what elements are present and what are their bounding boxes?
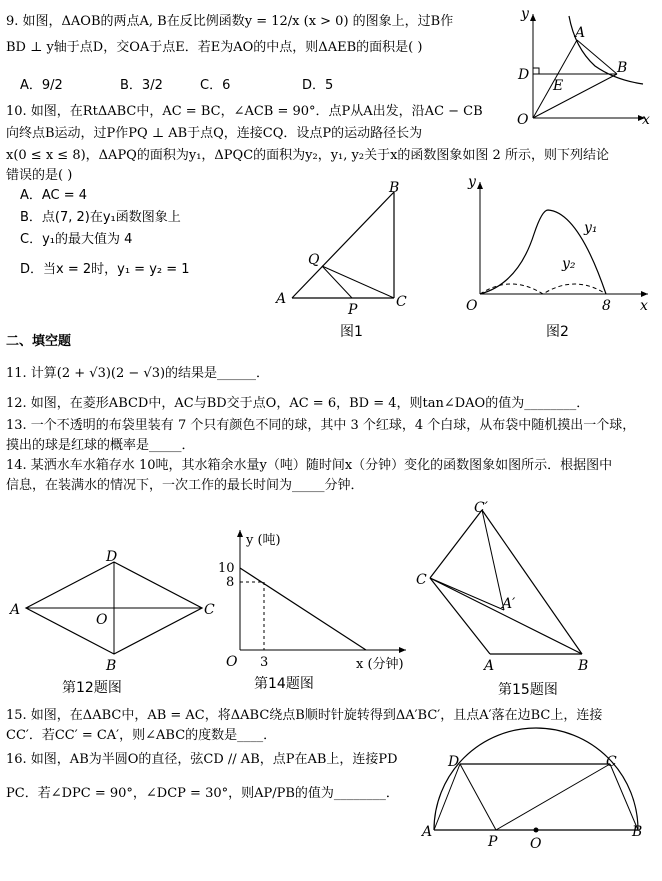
fig15-c-label: C (416, 572, 427, 588)
fig16-d-label: D (448, 754, 460, 770)
q9-fig-b-label: B (617, 60, 628, 76)
q10-line3: x(0 ≤ x ≤ 8)，ΔAPQ的面积为y₁，ΔPQC的面积为y₂，y₁, y₂关于x的函数图象如图 2 所示，则下列结论 (6, 148, 609, 163)
fig12-d-label: D (106, 549, 118, 565)
q9-fig-o-label: O (517, 112, 529, 128)
q14-line2: 信息，在装满水的情况下，一次工作的最长时间为_____分钟． (6, 478, 364, 493)
fig14-ylabel: y (吨) (246, 533, 281, 548)
fig14-caption: 第14题图 (254, 676, 314, 692)
fig12-a-label: A (10, 602, 21, 618)
q12-text: 12. 如图，在菱形ABCD中，AC与BD交于点O，AC = 6，BD = 4，则tan∠DAO的值为________． (6, 396, 590, 411)
fig15-a1-label: A′ (502, 596, 516, 612)
q9-fig-x-label: x (642, 112, 650, 128)
q11-text: 11. 计算(2 + √3)(2 − √3)的结果是______． (6, 366, 270, 381)
q9-fig-e-label: E (553, 78, 564, 94)
fig15-caption: 第15题图 (498, 682, 558, 698)
fig14-xtick-3: 3 (260, 655, 269, 670)
fig16-c-label: C (606, 754, 617, 770)
q10-fig2-x-label: x (640, 298, 648, 314)
q10-fig2-y-label: y (468, 174, 476, 190)
q10-fig1-caption: 图1 (340, 324, 363, 340)
fig12-rhombus (6, 548, 226, 698)
q9-figure (505, 8, 655, 128)
q9-option-c: C．6 (200, 78, 231, 93)
q16-line2: PC．若∠DPC = 90°，∠DCP = 30°，则AP/PB的值为________． (6, 786, 399, 801)
fig14-xlabel: x (分钟) (356, 657, 404, 672)
q10-fig2-caption: 图2 (546, 324, 569, 340)
q9-fig-d-label: D (518, 67, 530, 83)
fig14-graph (216, 520, 426, 700)
q9-option-b: B．3/2 (120, 78, 163, 93)
q10-fig1-p-label: P (348, 302, 358, 318)
fig16-b-label: B (632, 824, 643, 840)
q14-line1: 14. 某洒水车水箱存水 10吨，其水箱余水量y（吨）随时间x（分钟）变化的函数图象如图所示．根据图中 (6, 458, 613, 473)
fig14-ytick-8: 8 (226, 575, 235, 590)
fig12-c-label: C (204, 602, 215, 618)
q10-line4: 错误的是( ) (6, 168, 73, 183)
q10-option-b: B．点(7, 2)在y₁函数图象上 (20, 210, 181, 225)
fig14-origin: O (226, 654, 238, 670)
fig16-semicircle (420, 748, 650, 858)
q13-line1: 13. 一个不透明的布袋里装有 7 个只有颜色不同的球，其中 3 个红球，4 个白球，从布袋中随机摸出一个球， (6, 418, 636, 433)
section-fill-blank-title: 二、填空题 (6, 334, 72, 349)
fig16-o-label: O (530, 836, 542, 852)
q13-line2: 摸出的球是红球的概率是_____． (6, 438, 195, 453)
q10-fig1-b-label: B (389, 180, 400, 196)
fig16-a-label: A (422, 824, 433, 840)
fig16-p-label: P (488, 834, 498, 850)
q15-line2: CC′．若CC′ = CA′，则∠ABC的度数是____． (6, 728, 277, 743)
q9-option-d: D．5 (302, 78, 334, 93)
fig12-o-label: O (96, 612, 108, 628)
q10-fig1-c-label: C (396, 294, 407, 310)
q9-line1: 9. 如图，ΔAOB的两点A, B在反比例函数y = 12/x (x > 0) 的图象上，过B作 (6, 14, 454, 29)
fig15-triangle (410, 498, 610, 708)
q9-option-a: A．9/2 (20, 78, 63, 93)
q10-option-d: D．当x = 2时，y₁ = y₂ = 1 (20, 262, 190, 277)
q10-figure1 (272, 180, 422, 340)
q10-fig2-y2-label: y₂ (562, 256, 576, 272)
fig15-c1-label: C′ (474, 500, 488, 516)
q10-option-c: C．y₁的最大值为 4 (20, 232, 133, 247)
q15-line1: 15. 如图，在ΔABC中，AB = AC，将ΔABC绕点B顺时针旋转得到ΔA′BC′，且点A′落在边BC上，连接 (6, 708, 603, 723)
q16-line1: 16. 如图，AB为半圆O的直径，弦CD // AB，点P在AB上，连接PD (6, 752, 398, 767)
q9-line2: BD ⊥ y轴于点D，交OA于点E．若E为AO的中点，则ΔAEB的面积是( ) (6, 40, 423, 55)
q10-option-a: A．AC = 4 (20, 188, 88, 203)
q10-figure2 (458, 174, 658, 340)
fig12-caption: 第12题图 (62, 680, 122, 696)
q10-line1: 10. 如图，在RtΔABC中，AC = BC，∠ACB = 90°．点P从A出发，沿AC − CB (6, 104, 483, 119)
fig12-b-label: B (106, 658, 117, 674)
fig15-b-label: B (578, 658, 589, 674)
fig14-ytick-10: 10 (218, 561, 235, 576)
fig15-a-label: A (484, 658, 495, 674)
q10-fig2-8-label: 8 (602, 298, 611, 314)
q9-fig-a-label: A (575, 25, 586, 41)
q10-line2: 向终点B运动，过P作PQ ⊥ AB于点Q，连接CQ．设点P的运动路径长为 (6, 126, 423, 141)
q10-fig1-q-label: Q (308, 252, 320, 268)
q10-fig2-y1-label: y₁ (584, 220, 598, 236)
q10-fig1-a-label: A (276, 291, 287, 307)
q10-fig2-o-label: O (466, 298, 478, 314)
q9-fig-y-label: y (521, 6, 529, 22)
